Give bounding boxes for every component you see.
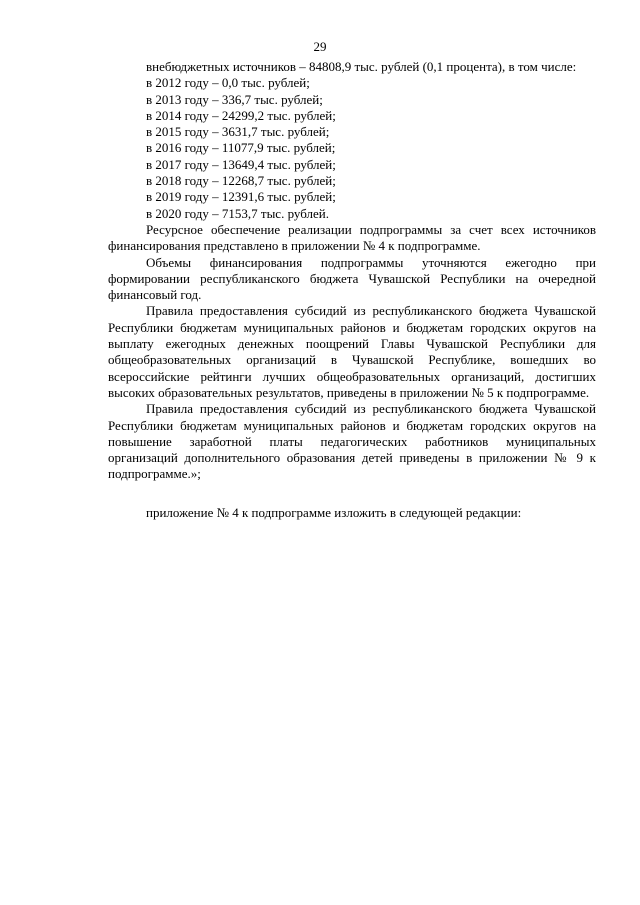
year-item: в 2015 году – 3631,7 тыс. рублей; [146,124,330,140]
page-number: 29 [313,39,327,54]
year-item: в 2013 году – 336,7 тыс. рублей; [146,91,323,107]
yearly-funding-list [108,75,596,222]
year-item: в 2018 году – 12268,7 тыс. рублей; [146,173,336,189]
document-body [108,59,596,521]
paragraph-spacer [108,483,596,505]
year-item: в 2020 году – 7153,7 тыс. рублей. [146,205,329,221]
rules-paragraph-2: Правила предоставления субсидий из республиканского бюджета Чувашской Республики бюджетам муниципальных районов и бюджетам городских округов на повышение заработной платы педагогических работников муниципальных организаций дополнительного образования детей приведены в приложении № 9 к подпрограмме.»; [108,401,596,482]
year-item: в 2019 году – 12391,6 тыс. рублей; [146,189,336,205]
resource-paragraph: Ресурсное обеспечение реализации подпрограммы за счет всех источников финансирования представлено в приложении № 4 к подпрограмме. [108,221,596,254]
year-item: в 2012 году – 0,0 тыс. рублей; [146,75,310,91]
intro-paragraph: внебюджетных источников – 84808,9 тыс. рублей (0,1 процента), в том числе: [146,59,577,74]
year-item: в 2017 году – 13649,4 тыс. рублей; [146,156,336,172]
rules-paragraph-1: Правила предоставления субсидий из республиканского бюджета Чувашской Республики бюджетам муниципальных районов и бюджетам городских округов на выплату ежегодных денежных поощрений Главы Чувашской Республики для общеобразовательных организаций в Чувашской Республике, вошедших во всероссийские рейтинги лучших общеобразовательных организаций, достигших высоких образовательных результатов, приведены в приложении № 5 к подпрограмме. [108,303,596,400]
year-item: в 2014 году – 24299,2 тыс. рублей; [146,107,336,123]
volumes-paragraph: Объемы финансирования подпрограммы уточняются ежегодно при формировании республиканского бюджета Чувашской Республики на очередной финансовый год. [108,254,596,303]
year-item: в 2016 году – 11077,9 тыс. рублей; [146,140,336,156]
appendix-paragraph: приложение № 4 к подпрограмме изложить в следующей редакции: [146,504,522,520]
